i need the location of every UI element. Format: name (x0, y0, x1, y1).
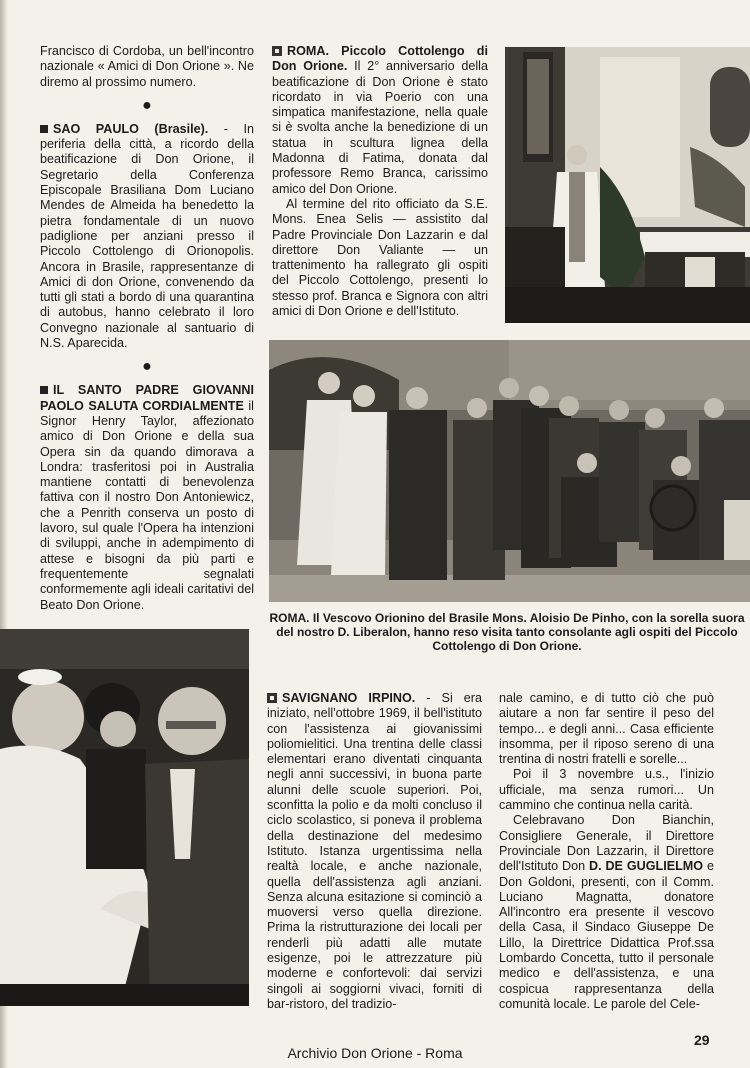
savignano-paragraph-2: Poi il 3 novembre u.s., l'inizio ufficiale, ma senza rumori... Un cammino che continua nella carità. (499, 767, 714, 813)
savignano-paragraph: SAVIGNANO IRPINO. - Si era iniziato, nell'ottobre 1969, il bell'istituto con l'assistenza ai giovanissimi poliomielitici. Una trentina delle classi elementari erano diventati cinquanta negli anni successivi, in buona parte alunni delle scuole superiori. Poi, sconfitta la polio e da molti concluso il ciclo scolastico, si poneva il problema della destinazione del medesimo Istituto. Istanza urgentissima nella realtà locale, e anche nazionale, quella dell'assistenza agli anziani. Senza alcuna esitazione si cominciò a muoversi verso quella direzione. Prima la ristrutturazione dei locali per renderli più adatti alle mutate esigenze, poi le attrezzature più moderne e confortevoli: dai servizi singoli ai soggiorni vivaci, forniti di bar-ristoro, del tradizio- (267, 691, 482, 1011)
column-3 (267, 691, 482, 1012)
santo-padre-paragraph: IL SANTO PADRE GIOVANNI PAOLO SALUTA CORDIALMENTE il Signor Henry Taylor, affezionato amico di Don Orione e della sua Opera sin da quando dimorava a Londra: trasferitosi poi in Australia mantiene contatti di benevolenza fattiva con il nostro Don Antoniewicz, che a Penrith conserva un posto di lavoro, sul quale l'Opera ha intenzioni di sviluppi, anche in adempimento di attese e bisogni da più parti e frequentemente segnalati conformemente agli ideali caritativi del Beato Don Orione. (40, 383, 254, 612)
section-marker-icon (267, 693, 277, 703)
separator-dot: ● (142, 358, 152, 376)
group-photo-caption: ROMA. Il Vescovo Orionino del Brasile Mons. Aloisio De Pinho, con la sorella suora del nostro D. Liberalon, hanno reso visita tanto consolante agli ospiti del Piccolo Cottolengo di Don Orione. (269, 611, 745, 653)
altar-photo (505, 47, 750, 323)
savignano-paragraph-3: Celebravano Don Bianchin, Consigliere Generale, il Direttore Provinciale Don Lazzarin, il Direttore dell'Istituto Don D. DE GUGLIELMO e Don Goldoni, presenti, con il Comm. Luciano Magnatta, donatore All'incontro era presente il vescovo della Casa, il Sindaco Giuseppe De Lillo, la Direttrice Didattica Prof.ssa Lombardo Concetta, tutto il personale medico e dell'assistenza, e una cospicua rappresentanza della comunità locale. Le parole del Cele- (499, 813, 714, 1011)
page-number: 29 (694, 1032, 710, 1048)
column-4 (499, 691, 714, 1012)
pope-photo (0, 629, 249, 1006)
intro-paragraph: Francisco di Cordoba, un bell'incontro nazionale « Amici di Don Orione ». Ne diremo al prossimo numero. (40, 44, 254, 89)
roma-paragraph-2: Al termine del rito officiato da S.E. Mons. Enea Selis — assistito dal Padre Provinciale Don Lazzarin e dal direttore Don Valiante — un trattenimento ha rallegrato gli ospiti del Piccolo Cottolengo, presenti lo stesso prof. Branca e Signora con altri amici di Don Orione e dell'Istituto. (272, 196, 488, 319)
archive-footer: Archivio Don Orione - Roma (287, 1045, 463, 1061)
column-1 (40, 44, 254, 613)
savignano-continued: nale camino, e di tutto ciò che può aiutare a non far sentire il peso del tempo... e degli anni... Casa efficiente insomma, per il riposo sereno di una trentina di nostri fratelli e sorelle... (499, 691, 714, 767)
section-marker-icon (272, 46, 282, 56)
separator-dot: ● (142, 96, 152, 114)
sao-paulo-paragraph: SAO PAULO (Brasile). - In periferia della città, a ricordo della beatificazione di Don Orione, il Segretario della Conferenza Episcopale Brasiliana Dom Luciano Mendes de Almeida ha benedetto la pietra fondamentale di un nuovo padiglione per anziani presso il Piccolo Cottolengo di Orionopolis. Ancora in Brasile, rappresentanze di Amici di don Orione, convenendo da tutti gli stati a bordo di una quarantina di autobus, hanno celebrato il loro Convegno nazionale al santuario di N.S. Aparecida. (40, 121, 254, 351)
bullet-icon (40, 386, 48, 394)
group-photo (269, 340, 750, 602)
roma-paragraph: ROMA. Piccolo Cottolengo di Don Orione. Il 2° anniversario della beatificazione di Don Orione è stato ricordato in via Poerio con una simpatica manifestazione, nella quale si è svolta anche la benedizione di un statua in scultura lignea della Madonna di Fatima, donata dal professore Remo Branca, carissimo amico del Don Orione. (272, 44, 488, 196)
column-2 (272, 44, 488, 319)
bullet-icon (40, 125, 48, 133)
